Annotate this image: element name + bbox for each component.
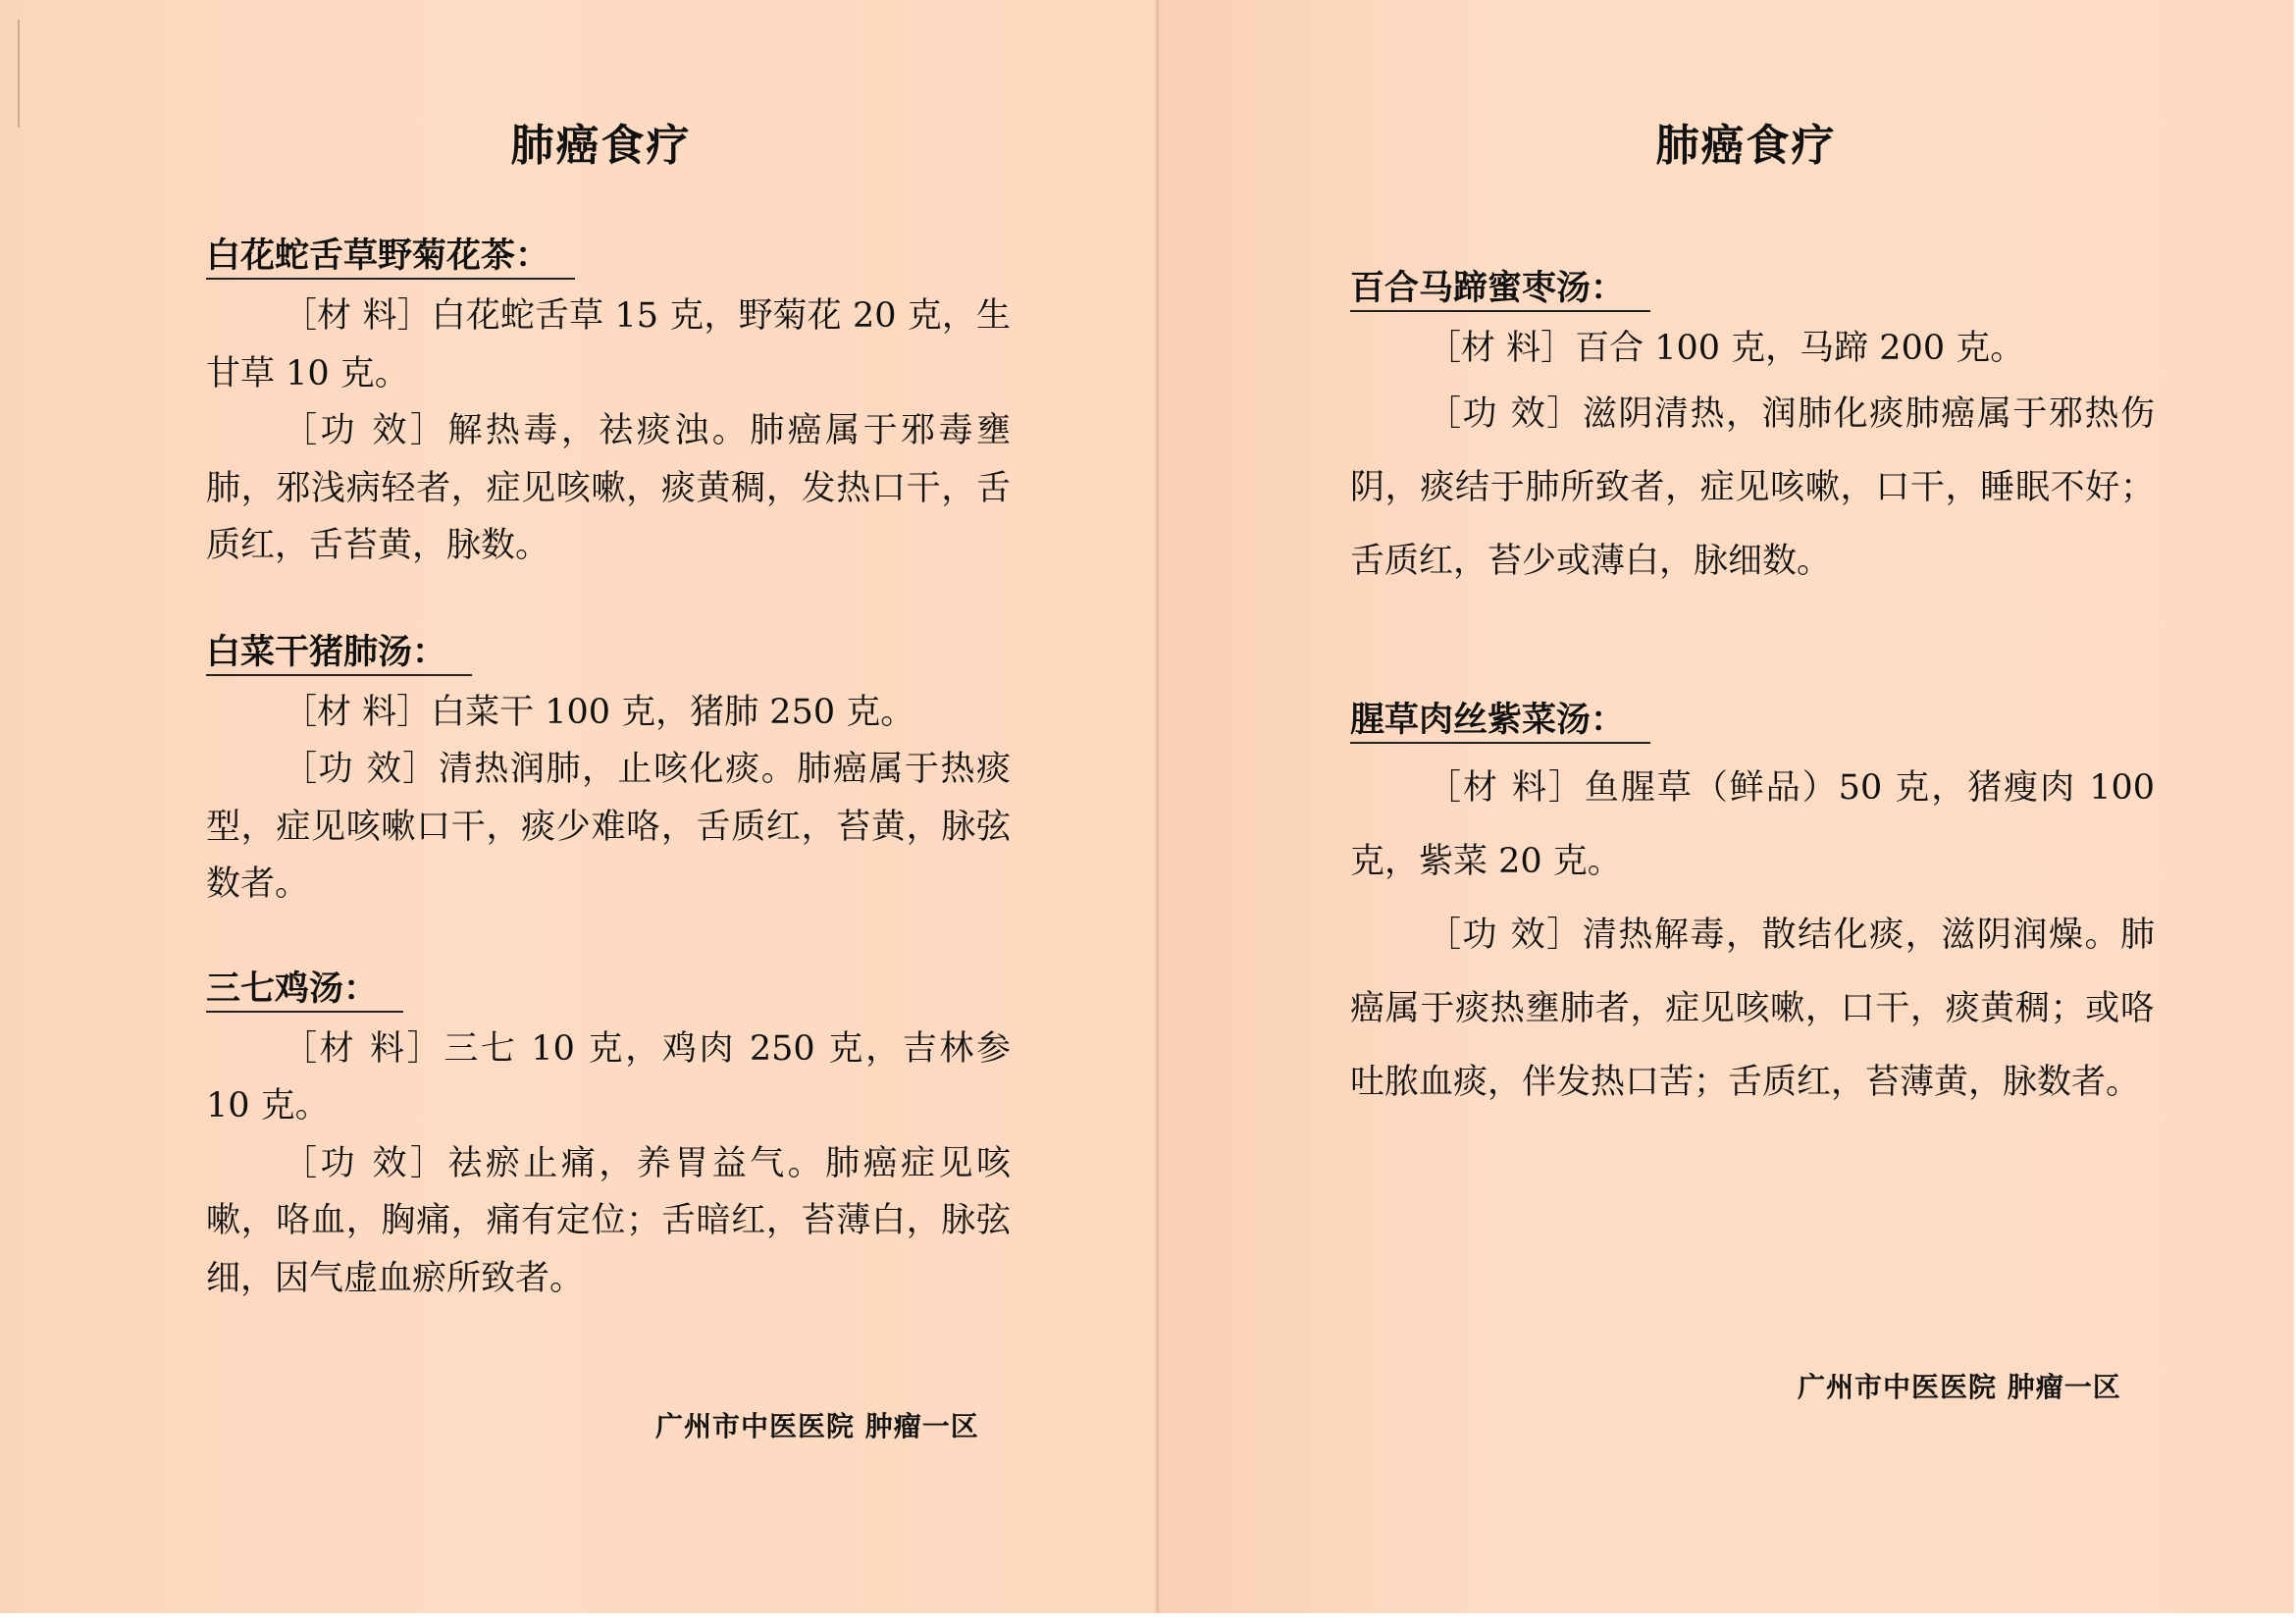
recipe-effects: ［功 效］清热解毒，散结化痰，滋阴润燥。肺癌属于痰热壅肺者，症见咳嗽，口干，痰黄稠；或咯吐脓血痰，伴发热口苦；舌质红，苔薄黄，脉数者。 bbox=[1350, 915, 2155, 1102]
recipe-heading: 白菜干猪肺汤： bbox=[206, 631, 472, 676]
right-page-title: 肺癌食疗 bbox=[1655, 121, 1837, 171]
right-page-footer: 广州市中医医院 肿瘤一区 bbox=[1798, 1371, 2121, 1403]
recipe-heading: 白花蛇舌草野菊花茶： bbox=[206, 235, 575, 280]
recipe-block bbox=[206, 961, 1011, 1308]
recipe-effects: ［功 效］解热毒，祛痰浊。肺癌属于邪毒壅肺，邪浅病轻者，症见咳嗽，痰黄稠，发热口干，舌质红，舌苔黄，脉数。 bbox=[206, 411, 1011, 565]
recipe-effects: ［功 效］滋阴清热，润肺化痰肺癌属于邪热伤阴，痰结于肺所致者，症见咳嗽，口干，睡眠不好；舌质红，苔少或薄白，脉细数。 bbox=[1350, 393, 2155, 581]
recipe-ingredients: ［材 料］百合 100 克，马蹄 200 克。 bbox=[1427, 329, 2025, 368]
recipe-block bbox=[1350, 692, 2155, 1120]
recipe-block bbox=[206, 228, 1011, 575]
recipe-heading: 腥草肉丝紫菜汤： bbox=[1350, 699, 1650, 744]
recipe-block bbox=[206, 624, 1011, 914]
right-page bbox=[1159, 0, 2294, 1613]
recipe-effects: ［功 效］清热润肺，止咳化痰。肺癌属于热痰型，症见咳嗽口干，痰少难咯，舌质红，苔黄，脉弦数者。 bbox=[206, 750, 1011, 904]
recipe-heading: 百合马蹄蜜枣汤： bbox=[1350, 267, 1650, 312]
recipe-effects: ［功 效］祛瘀止痛，养胃益气。肺癌症见咳嗽，咯血，胸痛，痛有定位；舌暗红，苔薄白，脉弦细，因气虚血瘀所致者。 bbox=[206, 1143, 1011, 1298]
recipe-ingredients: ［材 料］白菜干 100 克，猪肺 250 克。 bbox=[283, 692, 915, 732]
recipe-ingredients: ［材 料］鱼腥草（鲜品）50 克，猪瘦肉 100 克，紫菜 20 克。 bbox=[1350, 767, 2155, 881]
recipe-heading: 三七鸡汤： bbox=[206, 968, 403, 1013]
left-page-title: 肺癌食疗 bbox=[510, 121, 692, 171]
right-page-content bbox=[1350, 260, 2155, 1120]
recipe-ingredients: ［材 料］白花蛇舌草 15 克，野菊花 20 克，生甘草 10 克。 bbox=[206, 296, 1011, 393]
recipe-block bbox=[1350, 260, 2155, 599]
recipe-ingredients: ［材 料］三七 10 克，鸡肉 250 克，吉林参 10 克。 bbox=[206, 1028, 1011, 1126]
left-page-footer: 广州市中医医院 肿瘤一区 bbox=[655, 1410, 979, 1442]
left-page-content bbox=[206, 228, 1011, 1307]
